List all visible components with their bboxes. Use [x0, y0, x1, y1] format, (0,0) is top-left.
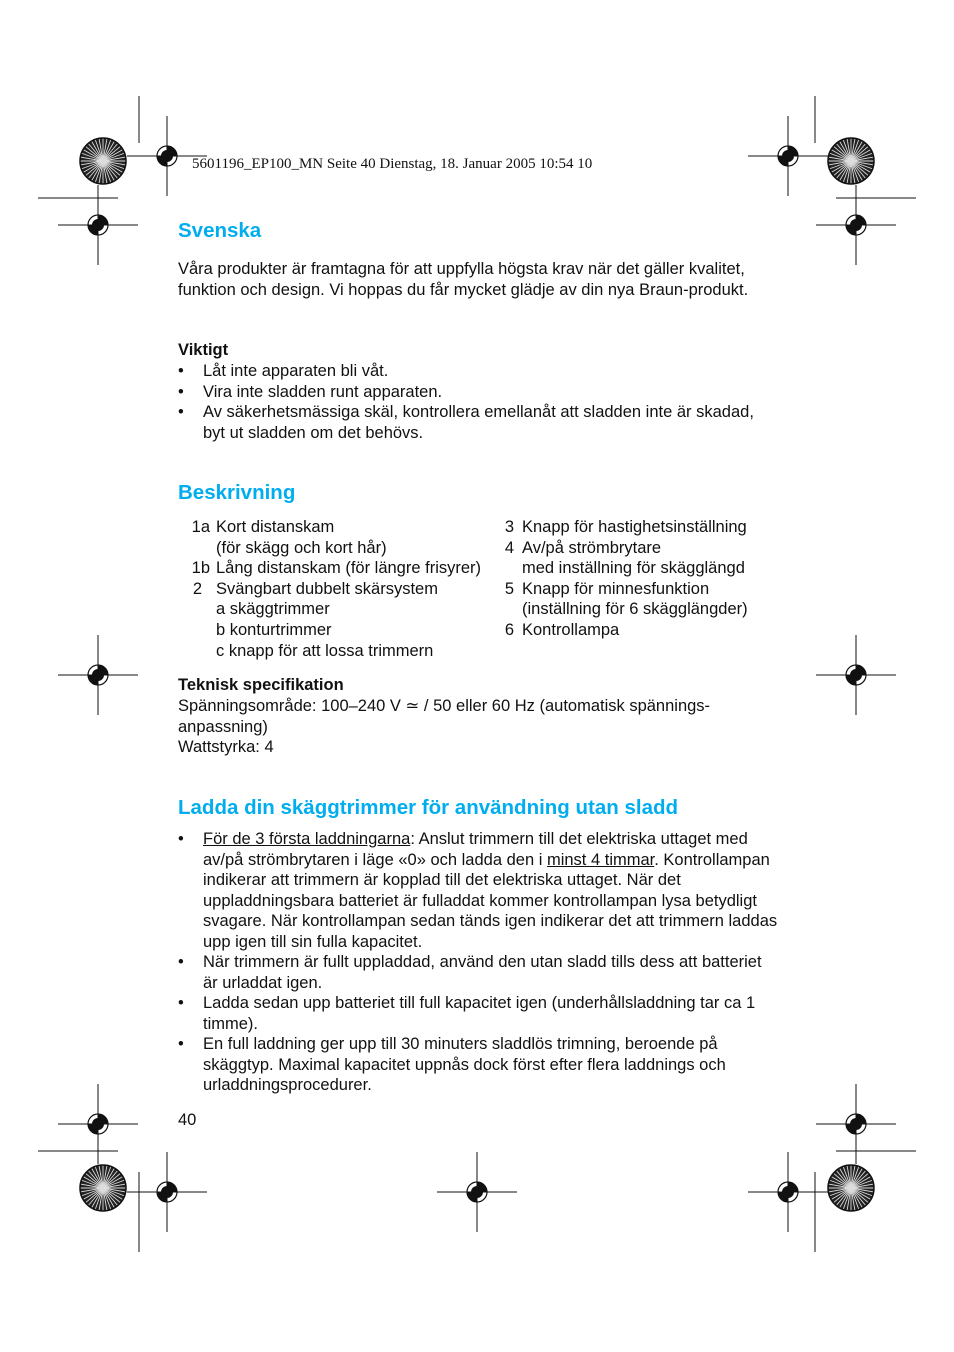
star-target-mark — [85, 1173, 103, 1188]
star-target-mark — [847, 161, 851, 184]
star-target-mark — [828, 138, 874, 184]
print-slug: 5601196_EP100_MN Seite 40 Dienstag, 18. Januar 2005 10:54 10 — [192, 156, 593, 172]
registration-mark — [157, 146, 177, 166]
registration-mark — [846, 665, 866, 685]
registration-mark — [92, 219, 104, 231]
registration-mark — [850, 219, 862, 231]
list-item: 6 Kontrollampa — [504, 620, 620, 639]
star-target-mark — [836, 1188, 851, 1206]
registration-mark — [850, 669, 862, 681]
list-item: b konturtrimmer — [216, 620, 332, 639]
star-target-mark — [851, 1188, 859, 1210]
star-target-mark — [829, 1180, 851, 1188]
star-target-mark — [103, 1168, 115, 1188]
star-target-mark — [828, 138, 874, 184]
registration-mark — [92, 1118, 104, 1130]
star-target-mark — [851, 161, 874, 165]
star-target-mark — [80, 138, 126, 184]
star-target-mark — [836, 161, 851, 179]
star-target-mark — [828, 1165, 874, 1211]
star-target-mark — [851, 161, 859, 183]
registration-mark — [782, 1186, 794, 1198]
star-target-mark — [851, 153, 873, 161]
star-target-mark — [840, 1188, 852, 1208]
description-list-left — [178, 517, 508, 661]
star-target-mark — [103, 161, 115, 181]
star-target-mark — [103, 1188, 111, 1210]
star-target-mark — [103, 1184, 126, 1188]
star-target-mark — [81, 1188, 103, 1196]
star-target-mark — [833, 161, 851, 176]
list-item: 4 Av/på strömbrytare — [504, 538, 662, 557]
star-target-mark — [831, 150, 851, 162]
star-target-mark — [851, 161, 866, 179]
star-target-mark — [103, 146, 121, 161]
star-target-mark — [851, 1188, 866, 1206]
star-target-mark — [851, 143, 866, 161]
star-target-mark — [103, 1170, 118, 1188]
star-target-mark — [99, 138, 103, 161]
star-target-mark — [851, 1188, 869, 1203]
registration-mark — [161, 1186, 173, 1198]
star-target-mark — [88, 143, 103, 161]
star-target-mark — [836, 1170, 851, 1188]
star-target-mark — [828, 157, 851, 161]
list-item: med inställning för skägglängd — [522, 559, 745, 578]
star-target-mark — [103, 1188, 126, 1192]
registration-mark — [88, 215, 108, 235]
star-target-mark — [103, 1188, 123, 1200]
charging-list — [178, 829, 778, 1096]
star-target-mark — [828, 1165, 874, 1211]
list-item: 2 Svängbart dubbelt skärsystem — [192, 579, 438, 598]
registration-mark — [157, 1182, 177, 1202]
star-target-mark — [843, 161, 851, 183]
registration-mark — [778, 1182, 798, 1202]
list-item: 1a Kort distanskam — [191, 518, 335, 536]
star-target-mark — [103, 139, 111, 161]
star-target-mark — [103, 161, 107, 184]
list-item: a skäggtrimmer — [216, 600, 330, 619]
star-target-mark — [103, 161, 121, 176]
star-target-mark — [851, 161, 873, 169]
star-target-mark — [851, 138, 855, 161]
star-target-mark — [80, 1184, 103, 1188]
registration-mark — [846, 1114, 866, 1134]
spec-label: Teknisk specifikation — [178, 676, 344, 694]
star-target-mark — [851, 150, 871, 162]
star-target-mark — [88, 1188, 103, 1206]
star-target-mark — [80, 1165, 126, 1211]
star-target-mark — [847, 1165, 851, 1188]
star-target-mark — [843, 139, 851, 161]
star-target-mark — [831, 161, 851, 173]
registration-mark — [846, 215, 866, 235]
star-target-mark — [851, 1188, 874, 1192]
star-target-mark — [829, 161, 851, 169]
star-target-mark — [103, 161, 125, 169]
list-item: • När trimmern är fullt uppladdad, använd den utan sladd tills dess att batteriet är urladdat igen. — [178, 953, 762, 992]
list-item: 3 Knapp för hastighetsinställning — [504, 518, 747, 536]
star-target-mark — [103, 150, 123, 162]
star-target-mark — [851, 161, 869, 176]
star-target-mark — [103, 1173, 121, 1188]
spec-wattage: Wattstyrka: 4 — [178, 738, 274, 756]
list-item: • Låt inte apparaten bli våt. — [178, 362, 389, 380]
registration-mark — [778, 146, 798, 166]
registration-mark — [778, 146, 798, 166]
star-target-mark — [80, 161, 103, 165]
list-item: 1b Lång distanskam (för längre frisyrer) — [191, 559, 482, 578]
list-item: • För de 3 första laddningarna: Anslut trimmern till det elektriska uttaget med av/på strömbrytaren i läge «0» och ladda den i minst 4 timmar. Kontrollampan indikerar att trimmern är kopplad till det elektriska uttaget. När det uppladdningsbara batteriet är fulladdat kommer kontrollampan lysa betydligt svagare. När kontrollampan sedan tänds igen indikerar det att trimmern laddas upp igen till sin fulla kapacitet. — [178, 830, 778, 951]
star-target-mark — [851, 1184, 874, 1188]
registration-mark — [846, 215, 866, 235]
registration-mark — [846, 1114, 866, 1134]
star-target-mark — [103, 157, 126, 161]
star-target-mark — [851, 161, 855, 184]
star-target-mark — [85, 161, 103, 176]
star-target-mark — [80, 157, 103, 161]
star-target-mark — [81, 153, 103, 161]
star-target-mark — [83, 1188, 103, 1200]
star-target-mark — [99, 1165, 103, 1188]
list-item: 5 Knapp för minnesfunktion — [504, 579, 710, 598]
star-target-mark — [103, 1188, 125, 1196]
star-target-mark — [92, 141, 104, 161]
star-target-mark — [851, 1188, 871, 1200]
list-item: • Vira inte sladden runt apparaten. — [178, 382, 443, 401]
star-target-mark — [103, 1188, 115, 1208]
star-target-mark — [103, 161, 126, 165]
star-target-mark — [851, 1166, 859, 1188]
registration-mark — [88, 665, 108, 685]
list-item: • Av säkerhetsmässiga skäl, kontrollera emellanåt att sladden inte är skadad, byt ut sladden om det behövs. — [178, 403, 754, 442]
star-target-mark — [831, 1177, 851, 1189]
star-target-mark — [99, 1188, 103, 1211]
star-target-mark — [95, 1166, 103, 1188]
important-list — [178, 361, 778, 443]
star-target-mark — [80, 138, 126, 184]
section-title-description: Beskrivning — [178, 481, 296, 504]
star-target-mark — [103, 1180, 125, 1188]
star-target-mark — [851, 146, 869, 161]
star-target-mark — [92, 1188, 104, 1208]
star-target-mark — [851, 1165, 855, 1188]
star-target-mark — [99, 161, 103, 184]
star-target-mark — [103, 1166, 111, 1188]
star-target-mark — [851, 1188, 873, 1196]
star-target-mark — [103, 1165, 107, 1188]
star-target-mark — [103, 161, 123, 173]
star-target-mark — [828, 1184, 851, 1188]
registration-mark — [782, 150, 794, 162]
registration-mark — [88, 665, 108, 685]
star-target-mark — [103, 1188, 118, 1206]
star-target-mark — [81, 161, 103, 169]
registration-mark — [850, 1118, 862, 1130]
page-number: 40 — [178, 1111, 197, 1129]
star-target-mark — [81, 1180, 103, 1188]
section-title-svenska: Svenska — [178, 219, 262, 242]
star-target-mark — [836, 143, 851, 161]
star-target-mark — [851, 1170, 866, 1188]
star-target-mark — [828, 161, 851, 165]
star-target-mark — [85, 146, 103, 161]
star-target-mark — [843, 1188, 851, 1210]
star-target-mark — [840, 161, 852, 181]
registration-mark — [157, 146, 177, 166]
star-target-mark — [840, 1168, 852, 1188]
star-target-mark — [829, 153, 851, 161]
registration-mark — [846, 665, 866, 685]
star-target-mark — [851, 1168, 863, 1188]
star-target-mark — [103, 1188, 107, 1211]
star-target-mark — [851, 1177, 871, 1189]
star-target-mark — [829, 1188, 851, 1196]
star-target-mark — [83, 161, 103, 173]
star-target-mark — [851, 139, 859, 161]
star-target-mark — [83, 1177, 103, 1189]
star-target-mark — [833, 1188, 851, 1203]
list-item: • Ladda sedan upp batteriet till full kapacitet igen (underhållsladdning tar ca 1 timme). — [178, 994, 756, 1033]
important-label: Viktigt — [178, 341, 229, 359]
star-target-mark — [828, 1188, 851, 1192]
description-list-right — [502, 517, 782, 641]
list-item: c knapp för att lossa trimmern — [216, 641, 434, 660]
star-target-mark — [103, 153, 125, 161]
star-target-mark — [851, 1188, 863, 1208]
registration-mark — [467, 1182, 487, 1202]
registration-mark — [88, 215, 108, 235]
list-item: (inställning för 6 skägglängder) — [522, 600, 748, 619]
star-target-mark — [851, 1180, 873, 1188]
star-target-mark — [92, 161, 104, 181]
star-target-mark — [847, 138, 851, 161]
star-target-mark — [83, 150, 103, 162]
star-target-mark — [843, 1166, 851, 1188]
star-target-mark — [80, 1165, 126, 1211]
star-target-mark — [103, 143, 118, 161]
registration-mark — [157, 1182, 177, 1202]
star-target-mark — [95, 1188, 103, 1210]
list-item: (för skägg och kort hår) — [216, 538, 387, 557]
star-target-mark — [80, 1188, 103, 1192]
registration-mark — [88, 1114, 108, 1134]
star-target-mark — [833, 146, 851, 161]
star-target-mark — [847, 1188, 851, 1211]
star-target-mark — [85, 1188, 103, 1203]
registration-mark — [467, 1182, 487, 1202]
spec-voltage: Spänningsområde: 100–240 V ≃ / 50 eller 60 Hz (automatisk spännings-anpassning) — [178, 697, 711, 736]
star-target-mark — [833, 1173, 851, 1188]
star-target-mark — [95, 161, 103, 183]
intro-paragraph: Våra produkter är framtagna för att uppfylla högsta krav när det gäller kvalitet, funktion och design. Vi hoppas du får mycket glädje av din nya Braun-produkt. — [178, 260, 749, 299]
registration-mark — [161, 150, 173, 162]
star-target-mark — [92, 1168, 104, 1188]
star-target-mark — [851, 161, 863, 181]
star-target-mark — [103, 1188, 121, 1203]
star-target-mark — [831, 1188, 851, 1200]
section-title-charging: Ladda din skäggtrimmer för användning utan sladd — [178, 796, 679, 819]
star-target-mark — [103, 161, 118, 179]
registration-mark — [92, 669, 104, 681]
star-target-mark — [103, 1177, 123, 1189]
star-target-mark — [851, 1173, 869, 1188]
star-target-mark — [851, 141, 863, 161]
registration-mark — [778, 1182, 798, 1202]
star-target-mark — [103, 161, 111, 183]
star-target-mark — [88, 161, 103, 179]
list-item: • En full laddning ger upp till 30 minuters sladdlös trimning, beroende på skäggtyp. Maximal kapacitet uppnås dock först efter flera laddnings och urladdningsprocedurer. — [178, 1035, 726, 1094]
star-target-mark — [851, 161, 871, 173]
star-target-mark — [103, 138, 107, 161]
star-target-mark — [103, 141, 115, 161]
registration-mark — [471, 1186, 483, 1198]
star-target-mark — [95, 139, 103, 161]
star-target-mark — [851, 157, 874, 161]
star-target-mark — [88, 1170, 103, 1188]
star-target-mark — [851, 1188, 855, 1211]
star-target-mark — [840, 141, 852, 161]
registration-mark — [88, 1114, 108, 1134]
